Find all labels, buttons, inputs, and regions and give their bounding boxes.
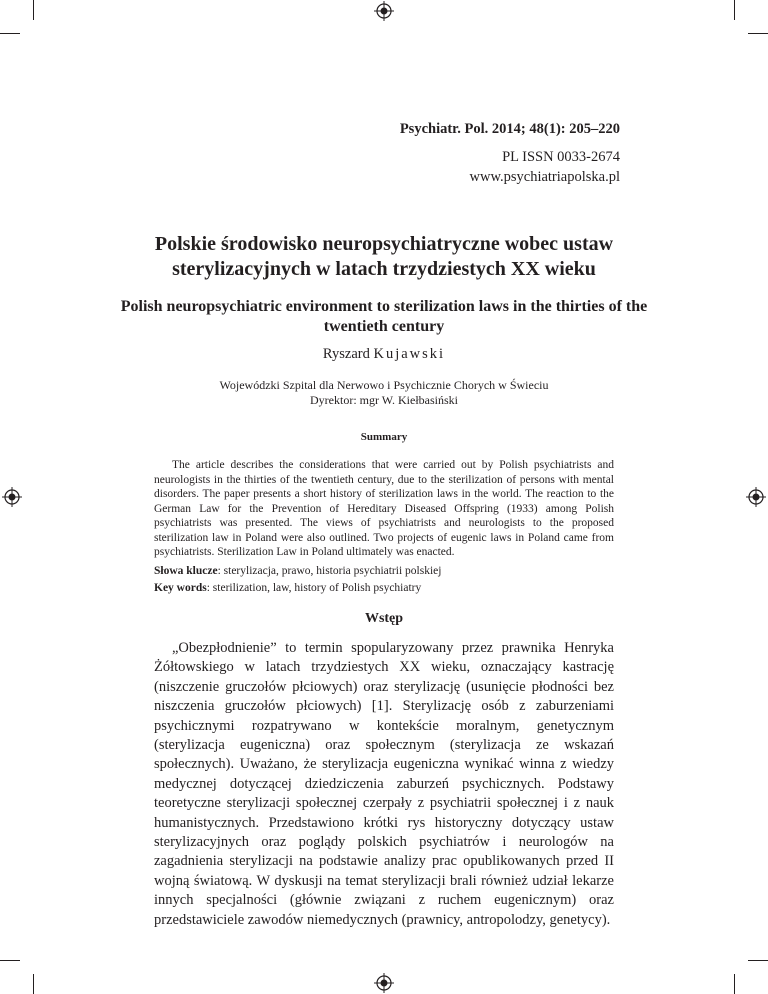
author-first-name: Ryszard bbox=[322, 346, 374, 362]
registration-mark-icon bbox=[2, 487, 22, 507]
registration-mark-icon bbox=[746, 487, 766, 507]
summary-text: The article describes the considerations that were carried out by Polish psychiatrists and neurologists in the thirties of the twentieth century, due to the sterilization of persons with mental disorders. The paper presents a short history of sterilization laws in the world. The reaction to the German Law for the Prevention of Hereditary Diseased Offspring (1933) among Polish psychiatrists was presented. The views of psychiatrists and neurologists to the proposed sterilization law in Poland were also outlined. Two projects of eugenic laws in Poland came from psychiatrists. Sterilization Law in Poland ultimately was enacted. bbox=[154, 459, 614, 558]
journal-url: www.psychiatriapolska.pl bbox=[469, 169, 620, 185]
crop-mark bbox=[734, 0, 735, 20]
keywords-polish-value: : sterylizacja, prawo, historia psychiatrii polskiej bbox=[217, 565, 442, 577]
crop-mark bbox=[734, 974, 735, 994]
registration-mark-icon bbox=[374, 1, 394, 21]
article-title-english: Polish neuropsychiatric environment to sterilization laws in the thirties of the twentieth century bbox=[120, 298, 648, 335]
author-name bbox=[100, 346, 668, 363]
crop-mark bbox=[0, 33, 20, 34]
affiliation-institution: Wojewódzki Szpital dla Nerwowo i Psychicznie Chorych w Świeciu bbox=[219, 378, 549, 392]
section-heading: Wstęp bbox=[364, 611, 404, 626]
journal-citation: Psychiatr. Pol. 2014; 48(1): 205–220 bbox=[399, 121, 620, 137]
crop-mark bbox=[748, 960, 768, 961]
affiliation-director: Dyrektor: mgr W. Kiełbasiński bbox=[310, 393, 458, 407]
keywords-polish-label: Słowa klucze bbox=[154, 565, 218, 577]
crop-mark bbox=[0, 960, 20, 961]
author-last-name: Kujawski bbox=[373, 346, 446, 362]
journal-issn: PL ISSN 0033-2674 bbox=[502, 149, 620, 165]
article-title-polish: Polskie środowisko neuropsychiatryczne wobec ustaw sterylizacyjnych w latach trzydziestych XX wieku bbox=[154, 233, 614, 280]
keywords-english-value: : sterilization, law, history of Polish psychiatry bbox=[206, 582, 422, 594]
crop-mark bbox=[33, 974, 34, 994]
section-body-text: „Obezpłodnienie” to termin spopularyzowany przez prawnika Henryka Żółtowskiego w latach trzydziestych XX wieku, oznaczający kastrację (niszczenie gruczołów płciowych) oraz sterylizację (usunięcie płodności bez niszczenia gruczołów płciowych) [1]. Sterylizację osób z zaburzeniami psychicznymi rozpatrywano w kontekście moralnym, genetycznym (sterylizacja eugeniczna) oraz społecznym (sterylizacja ze wskazań społecznych). Uważano, że sterylizacja eugeniczna wynikać winna z wiedzy medycznej dotyczącej dziedziczenia zaburzeń psychicznych. Podstawy teoretyczne sterylizacji społecznej czerpały z psychiatrii społecznej i z nauk humanistycznych. Przedstawiono krótki rys historyczny dotyczący ustaw sterylizacyjnych oraz poglądy polskich psychiatrów i neurologów na zagadnienia sterylizacji na podstawie analizy prac opublikowanych przed II wojną światową. W dyskusji na temat sterylizacji brali również udział lekarze innych specjalności (głównie związani z ruchem eugenicznym) oraz przedstawiciele zawodów niemedycznych (prawnicy, antropolodzy, genetycy). bbox=[154, 640, 614, 928]
summary-heading: Summary bbox=[360, 431, 408, 443]
registration-mark-icon bbox=[374, 973, 394, 993]
affiliation bbox=[100, 378, 668, 408]
keywords-english bbox=[154, 582, 421, 594]
keywords-english-label: Key words bbox=[154, 582, 207, 594]
keywords-polish bbox=[154, 565, 441, 577]
crop-mark bbox=[33, 0, 34, 20]
crop-mark bbox=[748, 33, 768, 34]
